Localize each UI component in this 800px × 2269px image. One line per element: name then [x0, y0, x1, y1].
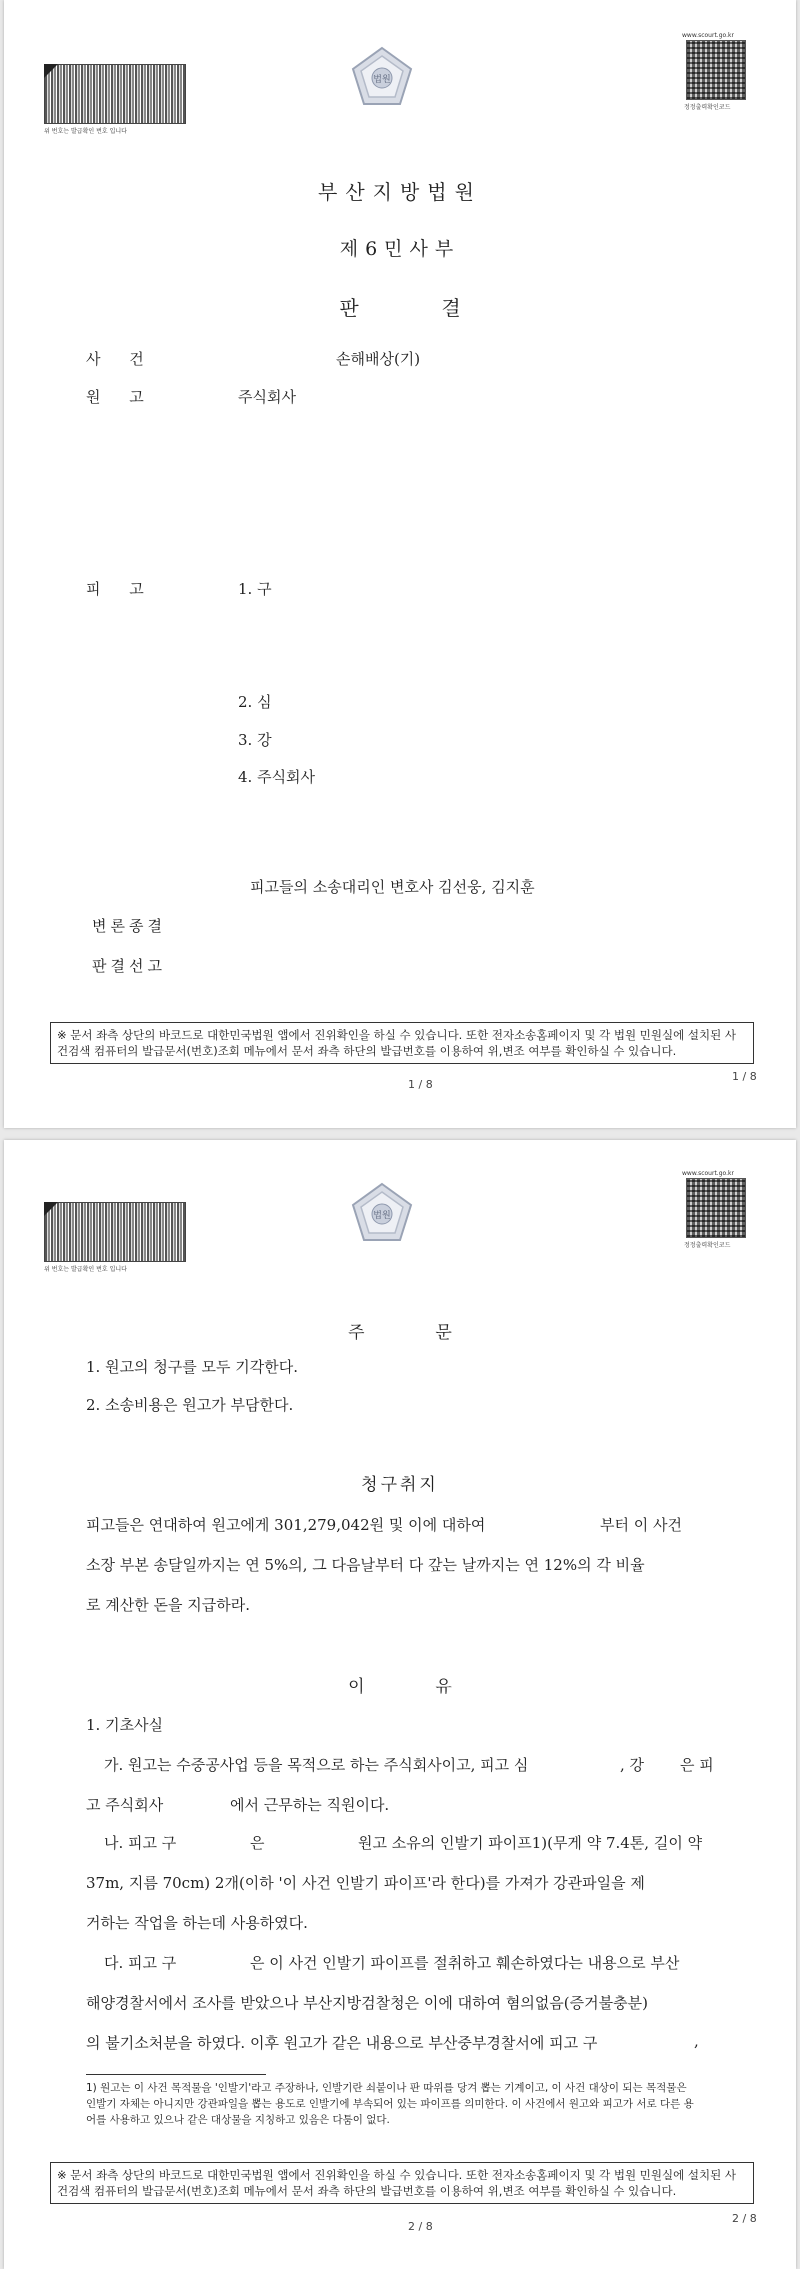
verification-notice: ※ 문서 좌측 상단의 바코드로 대한민국법원 앱에서 진위확인을 하실 수 있습니다. 또한 전자소송홈페이지 및 각 법원 민원실에 설치된 사건검색 컴퓨터의 발급문서(번호)조회 메뉴에서 문서 좌측 하단의 발급번호를 이용하여 위,변조 여부를 확인하실 수 있습니다. [50, 2162, 754, 2204]
para-da-2: 해양경찰서에서 조사를 받았으나 부산지방검찰청은 이에 대하여 혐의없음(증거불충분) [86, 1994, 648, 2012]
page-number: 2 / 8 [408, 2220, 433, 2233]
claim-title: 청구취지 [361, 1475, 439, 1495]
verification-barcode [44, 64, 186, 124]
closing-label: 변론종결 [92, 917, 166, 935]
verification-notice: ※ 문서 좌측 상단의 바코드로 대한민국법원 앱에서 진위확인을 하실 수 있습니다. 또한 전자소송홈페이지 및 각 법원 민원실에 설치된 사건검색 컴퓨터의 발급문서(번호)조회 메뉴에서 문서 좌측 하단의 발급번호를 이용하여 위,변조 여부를 확인하실 수 있습니다. [50, 1022, 754, 1064]
page-number: 1 / 8 [408, 1078, 433, 1091]
document-page-2 [4, 1140, 796, 2269]
qr-code [686, 1178, 746, 1238]
page-number-corner: 2 / 8 [732, 2212, 757, 2225]
para-na-3: 거하는 작업을 하는데 사용하였다. [86, 1914, 308, 1932]
order-title-left: 주 [348, 1323, 365, 1343]
plaintiff-label: 원 고 [86, 388, 156, 406]
para-na-1a: 나. 피고 구 [104, 1834, 177, 1852]
defendant-label: 피 고 [86, 580, 156, 598]
para-ga-1a: 가. 원고는 수중공사업 등을 목적으로 하는 주식회사이고, 피고 심 [104, 1756, 529, 1774]
document-title [4, 292, 796, 321]
court-name: 부산지방법원 [318, 180, 482, 204]
order-title-right: 문 [435, 1323, 452, 1343]
sentencing-label: 판결선고 [92, 957, 166, 975]
page-number-corner: 1 / 8 [732, 1070, 757, 1083]
para-ga-1c: 은 피 [680, 1756, 714, 1774]
section-1-heading: 1. 기초사실 [86, 1716, 164, 1734]
seal-label: 법원 [373, 75, 391, 85]
para-ga-2b: 에서 근무하는 직원이다. [230, 1796, 390, 1814]
order-title [4, 1318, 796, 1343]
para-da-1a: 다. 피고 구 [104, 1954, 177, 1972]
defendant-2: 2. 심 [238, 693, 272, 711]
reason-title-left: 이 [348, 1677, 365, 1697]
order-2: 2. 소송비용은 원고가 부담한다. [86, 1396, 294, 1414]
defendant-4: 4. 주식회사 [238, 768, 316, 786]
barcode-caption: 위 번호는 발급확인 번호 입니다 [44, 1266, 127, 1273]
reason-title-right: 유 [435, 1677, 452, 1697]
document-page-1 [4, 0, 796, 1128]
para-na-1b: 은 [250, 1834, 265, 1852]
para-na-2: 37m, 지름 70cm) 2개(이하 '이 사건 인발기 파이프'라 한다)를 가져가 강관파일을 제 [86, 1874, 645, 1892]
verification-barcode [44, 1202, 186, 1262]
court-seal-icon [350, 46, 414, 110]
para-ga-2a: 고 주식회사 [86, 1796, 164, 1814]
footnote-1: 1) 원고는 이 사건 목적물을 '인발기'라고 주장하나, 인발기란 쇠붙이나 판 따위를 당겨 뽑는 기계이고, 이 사건 대상이 되는 목적물은 인발기 자체는 아니지만 강관파일을 뽑는 용도로 인발기에 부속되어 있는 파이프를 의미한다. 이 사건에서 원고와 피고가 서로 다른 용어를 사용하고 있으나 같은 대상물을 지칭하고 있음은 다툼이 없다. [86, 2082, 694, 2126]
counsel: 피고들의 소송대리인 변호사 김선웅, 김지훈 [250, 878, 535, 896]
para-na-1c: 원고 소유의 인발기 파이프1)(무게 약 7.4톤, 길이 약 [358, 1834, 703, 1852]
para-ga-1b: , 강 [620, 1756, 645, 1774]
court-seal-icon [350, 1182, 414, 1246]
case-label: 사 건 [86, 350, 156, 368]
qr-url: www.scourt.go.kr [682, 1170, 734, 1177]
document-title-right: 결 [441, 296, 461, 320]
para-da-1b: 은 이 사건 인발기 파이프를 절취하고 훼손하였다는 내용으로 부산 [250, 1954, 680, 1972]
claim-line-1b: 부터 이 사건 [600, 1516, 682, 1534]
case-value: 손해배상(기) [336, 350, 421, 368]
claim-line-1a: 피고들은 연대하여 원고에게 301,279,042원 및 이에 대하여 [86, 1516, 486, 1534]
para-da-3a: 의 불기소처분을 하였다. 이후 원고가 같은 내용으로 부산중부경찰서에 피고 구 [86, 2034, 598, 2052]
qr-caption: 정정출력확인코드 [684, 104, 731, 111]
barcode-caption: 위 번호는 발급확인 번호 입니다 [44, 128, 127, 135]
footnote-rule [86, 2074, 266, 2075]
qr-code [686, 40, 746, 100]
defendant-1: 1. 구 [238, 580, 272, 598]
seal-label: 법원 [373, 1211, 391, 1221]
order-1: 1. 원고의 청구를 모두 기각한다. [86, 1358, 299, 1376]
qr-caption: 정정출력확인코드 [684, 1242, 731, 1249]
claim-line-3: 로 계산한 돈을 지급하라. [86, 1596, 250, 1614]
document-title-left: 판 [339, 296, 359, 320]
claim-line-2: 소장 부본 송달일까지는 연 5%의, 그 다음날부터 다 갚는 날까지는 연 12%의 각 비율 [86, 1556, 645, 1574]
qr-url: www.scourt.go.kr [682, 32, 734, 39]
reason-title [4, 1672, 796, 1697]
plaintiff-value: 주식회사 [238, 388, 296, 406]
defendant-3: 3. 강 [238, 731, 272, 749]
para-da-3b: , [694, 2032, 699, 2050]
division-name: 제6민사부 [339, 238, 461, 260]
